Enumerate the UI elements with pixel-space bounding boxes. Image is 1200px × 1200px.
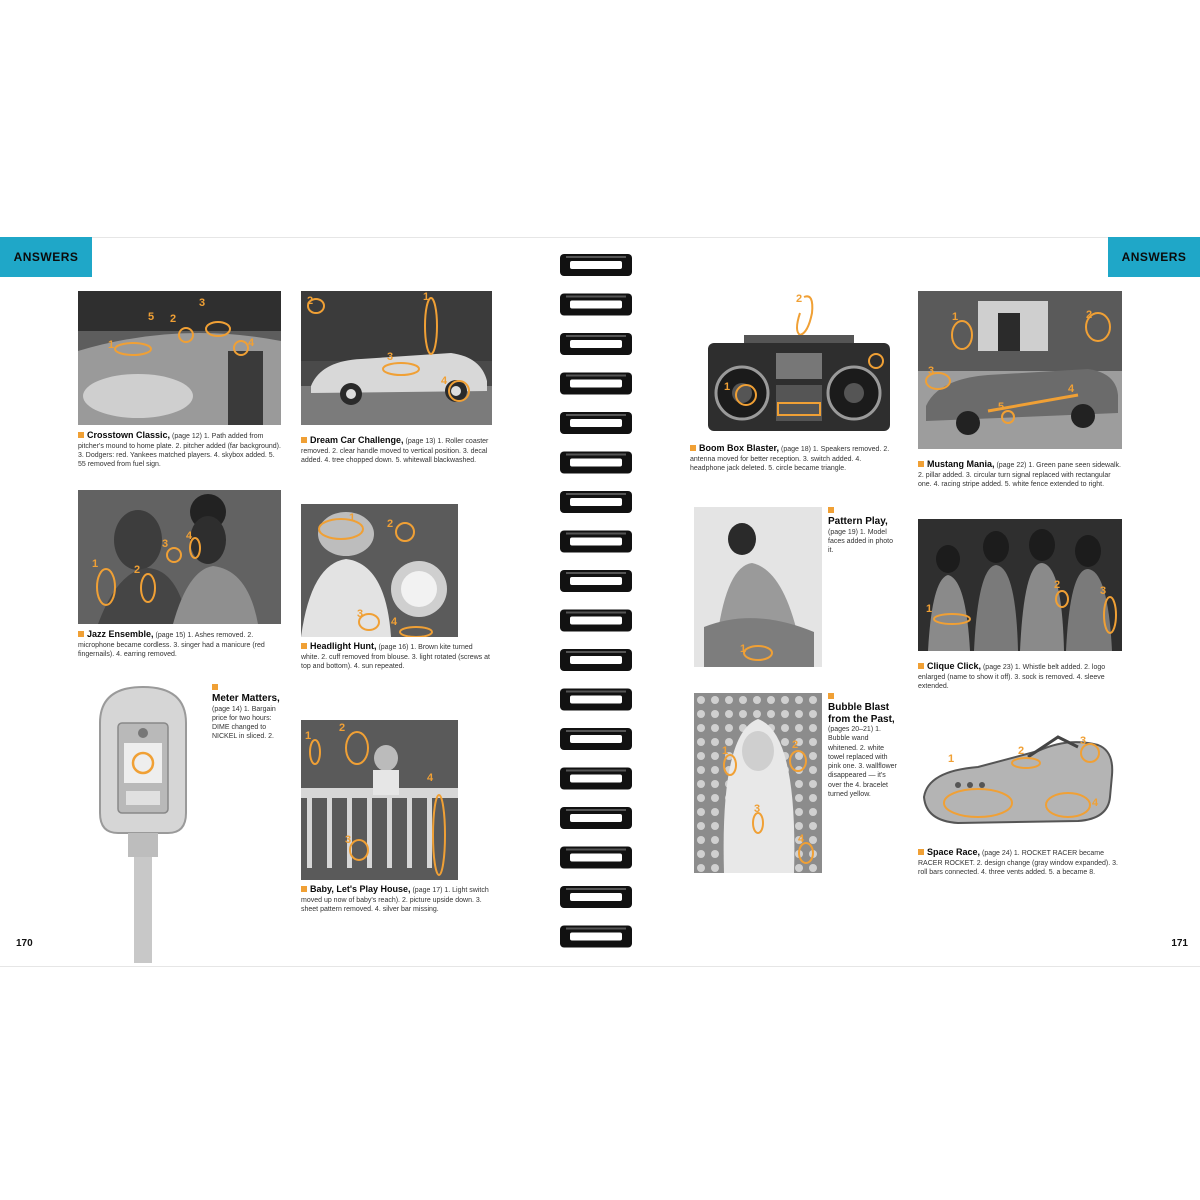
caption-bubble: Bubble Blast from the Past, (pages 20–21) 1. Bubble wand whitened. 2. white towel replaced with pink one. 3. wallflower disappeared — it's over the 4. bracelet turned yellow. bbox=[828, 693, 898, 799]
marker-1: 1 bbox=[926, 603, 933, 615]
spiral-ring bbox=[560, 294, 632, 316]
marker-4: 4 bbox=[186, 530, 193, 542]
spiral-ring bbox=[560, 570, 632, 592]
spiral-ring bbox=[560, 926, 632, 948]
spiral-ring bbox=[560, 452, 632, 474]
spiral-ring bbox=[560, 847, 632, 869]
spiral-ring bbox=[560, 886, 632, 908]
marker-4: 4 bbox=[1068, 383, 1075, 395]
spiral-ring bbox=[560, 807, 632, 829]
marker-1: 1 bbox=[948, 753, 955, 765]
caption-clique: Clique Click, (page 23) 1. Whistle belt added. 2. logo enlarged (name to show it off). 3. sock is removed. 4. sleeve extended. bbox=[918, 661, 1106, 691]
marker-3: 3 bbox=[199, 297, 206, 309]
marker-4: 4 bbox=[248, 337, 255, 349]
photo-parking-meter bbox=[88, 683, 198, 963]
marker-1: 1 bbox=[722, 745, 729, 757]
marker-1: 1 bbox=[305, 730, 312, 742]
caption-crosstown: Crosstown Classic, (page 12) 1. Path added from pitcher's mound to home plate. 2. pitcher added (far background). 3. Dodgers: red. Yankees matched players. 4. skybox added. 5. 55 removed from fuel sign. bbox=[78, 430, 281, 469]
spiral-ring bbox=[560, 649, 632, 671]
marker-3: 3 bbox=[357, 608, 364, 620]
spiral-ring bbox=[560, 531, 632, 553]
orange-square-icon bbox=[212, 684, 218, 690]
photo-boombox bbox=[704, 293, 894, 433]
marker-2: 2 bbox=[307, 295, 314, 307]
orange-square-icon bbox=[828, 693, 834, 699]
page-number-right: 171 bbox=[1171, 938, 1188, 949]
caption-meter: Meter Matters, (page 14) 1. Bargain price for two hours: DIME changed to NICKEL in sliced. 2. bbox=[212, 684, 290, 742]
photo-mustang bbox=[918, 291, 1122, 449]
marker-5: 5 bbox=[998, 401, 1005, 413]
marker-4: 4 bbox=[427, 772, 434, 784]
orange-square-icon bbox=[78, 631, 84, 637]
photo-dreamcar bbox=[301, 291, 492, 425]
marker-3: 3 bbox=[928, 365, 935, 377]
spiral-binding bbox=[556, 250, 644, 960]
marker-2: 2 bbox=[339, 722, 346, 734]
spiral-ring bbox=[560, 333, 632, 355]
orange-square-icon bbox=[301, 437, 307, 443]
left-page bbox=[0, 237, 548, 965]
photo-bubble bbox=[694, 693, 822, 873]
orange-square-icon bbox=[301, 886, 307, 892]
photo-headlight bbox=[301, 504, 458, 637]
marker-1: 1 bbox=[92, 558, 99, 570]
photo-spacecar bbox=[918, 727, 1122, 837]
marker-3: 3 bbox=[387, 351, 394, 363]
spiral-ring bbox=[560, 373, 632, 395]
marker-4: 4 bbox=[441, 375, 448, 387]
orange-square-icon bbox=[918, 849, 924, 855]
spiral-ring bbox=[560, 491, 632, 513]
marker-2: 2 bbox=[134, 564, 141, 576]
marker-1: 1 bbox=[952, 311, 959, 323]
answers-tab-right: ANSWERS bbox=[1108, 237, 1200, 277]
spiral-ring bbox=[560, 689, 632, 711]
orange-square-icon bbox=[828, 507, 834, 513]
marker-2: 2 bbox=[792, 739, 799, 751]
answers-tab-left: ANSWERS bbox=[0, 237, 92, 277]
marker-1: 1 bbox=[349, 512, 356, 524]
photo-clique bbox=[918, 519, 1122, 651]
marker-5: 5 bbox=[148, 311, 155, 323]
caption-space: Space Race, (page 24) 1. ROCKET RACER became RACER ROCKET. 2. design change (gray window expanded). 3. roll bars connected. 4. three vents added. 5. a became 8. bbox=[918, 847, 1118, 877]
photo-jazz bbox=[78, 490, 281, 624]
page-number-left: 170 bbox=[16, 938, 33, 949]
orange-square-icon bbox=[78, 432, 84, 438]
orange-square-icon bbox=[918, 663, 924, 669]
marker-4: 4 bbox=[1092, 797, 1099, 809]
caption-baby: Baby, Let's Play House, (page 17) 1. Light switch moved up now of baby's reach). 2. picture upside down. 3. sheet pattern removed. 4. silver bar missing. bbox=[301, 884, 489, 914]
right-page bbox=[652, 237, 1200, 965]
spiral-rings bbox=[556, 250, 644, 960]
marker-2: 2 bbox=[1086, 309, 1093, 321]
marker-3: 3 bbox=[754, 803, 761, 815]
marker-4: 4 bbox=[391, 616, 398, 628]
caption-pattern: Pattern Play, (page 19) 1. Model faces added in photo it. bbox=[828, 507, 898, 555]
spiral-ring bbox=[560, 610, 632, 632]
spiral-ring bbox=[560, 412, 632, 434]
photo-crosstown bbox=[78, 291, 281, 425]
marker-3: 3 bbox=[162, 538, 169, 550]
marker-2: 2 bbox=[387, 518, 394, 530]
caption-jazz: Jazz Ensemble, (page 15) 1. Ashes removed. 2. microphone became cordless. 3. singer had a manicure (red fingernails). 4. earring removed. bbox=[78, 629, 265, 659]
photo-baby bbox=[301, 720, 458, 880]
marker-2: 2 bbox=[170, 313, 177, 325]
marker-2: 2 bbox=[796, 293, 803, 305]
orange-square-icon bbox=[918, 461, 924, 467]
marker-3: 3 bbox=[1080, 735, 1087, 747]
marker-4: 4 bbox=[798, 833, 805, 845]
caption-boombox: Boom Box Blaster, (page 18) 1. Speakers removed. 2. antenna moved for better reception. 3. switch added. 4. headphone jack deleted. 5. circle became triangle. bbox=[690, 443, 890, 473]
spiral-ring bbox=[560, 254, 632, 276]
marker-1: 1 bbox=[423, 291, 430, 303]
spiral-ring bbox=[560, 768, 632, 790]
caption-headlight: Headlight Hunt, (page 16) 1. Brown kite turned white. 2. cuff removed from blouse. 3. light rotated (screws at top and bottom). 4. sun repeated. bbox=[301, 641, 490, 671]
orange-square-icon bbox=[301, 643, 307, 649]
marker-1: 1 bbox=[740, 643, 747, 655]
caption-dreamcar: Dream Car Challenge, (page 13) 1. Roller coaster removed. 2. clear handle moved to vertical position. 3. decal added. 4. tree chopped down. 5. whitewall blackwashed. bbox=[301, 435, 489, 465]
marker-2: 2 bbox=[1054, 579, 1061, 591]
photo-pattern bbox=[694, 507, 822, 667]
orange-square-icon bbox=[690, 445, 696, 451]
marker-3: 3 bbox=[1100, 585, 1107, 597]
spiral-ring bbox=[560, 728, 632, 750]
marker-1: 1 bbox=[724, 381, 731, 393]
marker-1: 1 bbox=[108, 339, 115, 351]
caption-mustang: Mustang Mania, (page 22) 1. Green pane seen sidewalk. 2. pillar added. 3. circular turn signal replaced with rectangular one. 4. racing stripe added. 5. white fence extended to right. bbox=[918, 459, 1121, 489]
marker-2: 2 bbox=[1018, 745, 1025, 757]
marker-3: 3 bbox=[345, 834, 352, 846]
